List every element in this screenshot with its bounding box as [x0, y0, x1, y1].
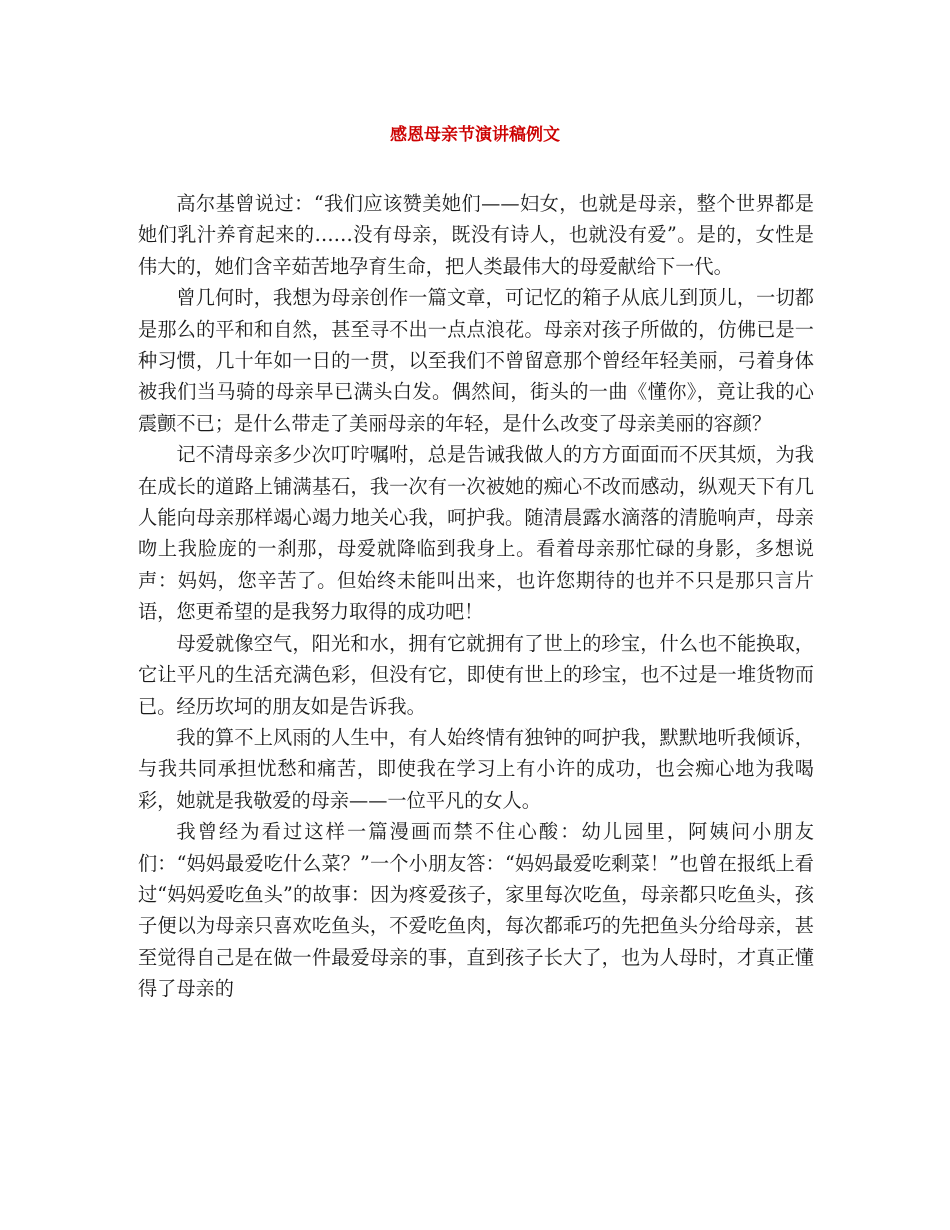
document-body [138, 188, 814, 1005]
document-title: 感恩母亲节演讲稿例文 [390, 125, 560, 145]
paragraph: 我的算不上风雨的人生中，有人始终情有独钟的呵护我，默默地听我倾诉，与我共同承担忧愁和痛苦，即使我在学习上有小许的成功，也会痴心地为我喝彩，她就是我敬爱的母亲——一位平凡的女人。 [138, 725, 814, 812]
paragraph: 母爱就像空气，阳光和水，拥有它就拥有了世上的珍宝，什么也不能换取，它让平凡的生活充满色彩，但没有它，即使有世上的珍宝，也不过是一堆货物而已。经历坎坷的朋友如是告诉我。 [138, 631, 814, 718]
paragraph: 曾几何时，我想为母亲创作一篇文章，可记忆的箱子从底儿到顶儿，一切都是那么的平和和自然，甚至寻不出一点点浪花。母亲对孩子所做的，仿佛已是一种习惯，几十年如一日的一贯，以至我们不曾留意那个曾经年轻美丽，弓着身体被我们当马骑的母亲早已满头白发。偶然间，街头的一曲《懂你》，竟让我的心震颤不已；是什么带走了美丽母亲的年轻，是什么改变了母亲美丽的容颜？ [138, 286, 814, 435]
paragraph: 我曾经为看过这样一篇漫画而禁不住心酸：幼儿园里，阿姨问小朋友们：“妈妈最爱吃什么菜？”一个小朋友答：“妈妈最爱吃剩菜！”也曾在报纸上看过“妈妈爱吃鱼头”的故事：因为疼爱孩子，家里每次吃鱼，母亲都只吃鱼头，孩子便以为母亲只喜欢吃鱼头，不爱吃鱼肉，每次都乖巧的先把鱼头分给母亲，甚至觉得自己是在做一件最爱母亲的事，直到孩子长大了，也为人母时，才真正懂得了母亲的 [138, 820, 814, 1001]
paragraph: 高尔基曾说过：“我们应该赞美她们——妇女，也就是母亲，整个世界都是她们乳汁养育起来的……没有母亲，既没有诗人，也就没有爱”。是的，女性是伟大的，她们含辛茹苦地孕育生命，把人类最伟大的母爱献给下一代。 [138, 192, 814, 278]
paragraph: 记不清母亲多少次叮咛嘱咐，总是告诫我做人的方方面面而不厌其烦，为我在成长的道路上铺满基石，我一次有一次被她的痴心不改而感动，纵观天下有几人能向母亲那样竭心竭力地关心我，呵护我。随清晨露水滴落的清脆响声，母亲吻上我脸庞的一刹那，母爱就降临到我身上。看着母亲那忙碌的身影，多想说声：妈妈，您辛苦了。但始终未能叫出来，也许您期待的也并不只是那只言片语，您更希望的是我努力取得的成功吧！ [138, 443, 814, 624]
